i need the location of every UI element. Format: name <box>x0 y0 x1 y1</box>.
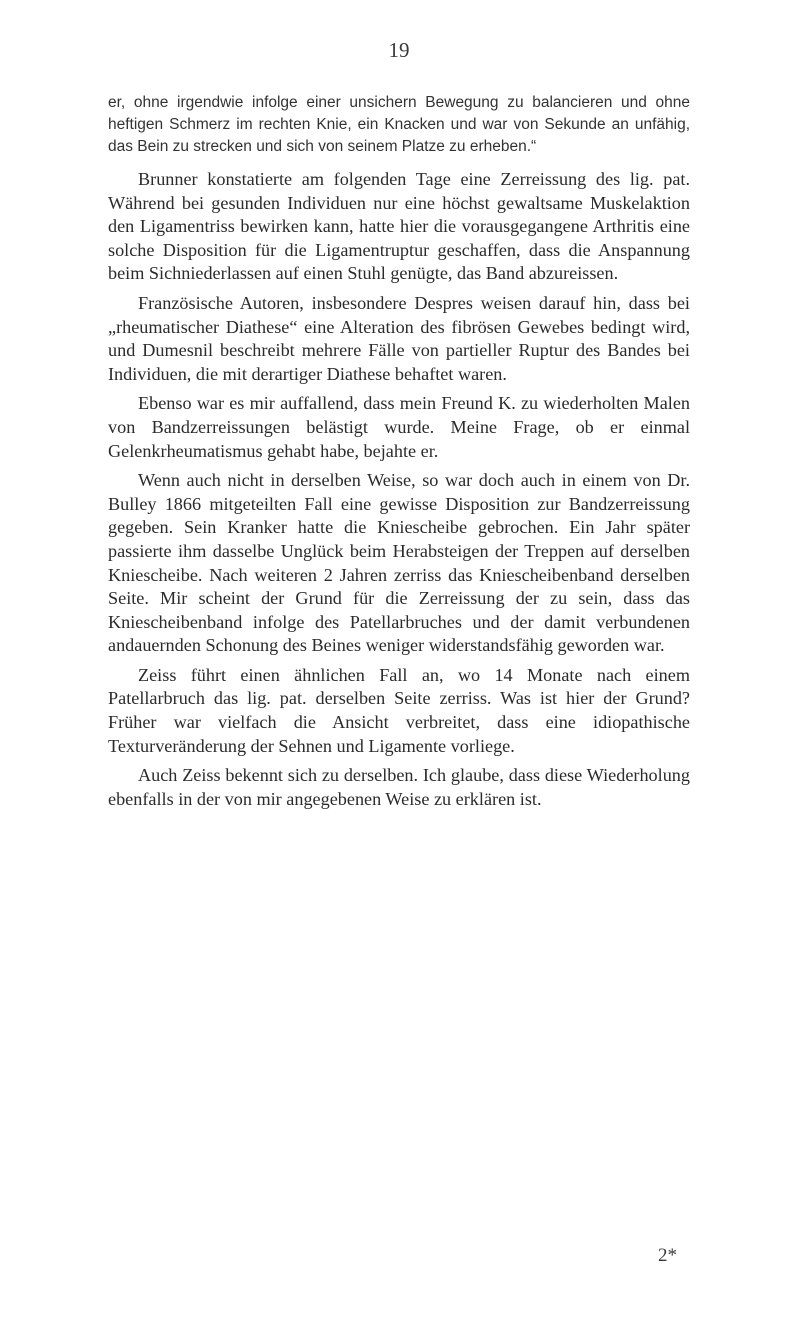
paragraph-3: Französische Autoren, insbesondere Despres weisen darauf hin, dass bei „rheumatischer Diathese“ eine Alteration des fibrösen Gewebes bedingt wird, und Dumesnil beschreibt mehrere Fälle von partieller Ruptur des Bandes bei Individuen, die mit derartiger Diathese behaftet waren. <box>108 292 690 384</box>
page-number: 19 <box>388 38 410 62</box>
paragraph-7: Auch Zeiss bekennt sich zu derselben. Ich glaube, dass diese Wiederholung ebenfalls in der von mir angegebenen Weise zu erklären ist. <box>108 765 690 809</box>
signature-mark: 2* <box>658 1245 677 1266</box>
paragraph-4: Ebenso war es mir auffallend, dass mein Freund K. zu wiederholten Malen von Bandzerreissungen belästigt wurde. Meine Frage, ob er einmal Gelenkrheumatismus gehabt habe, bejahte er. <box>108 393 690 461</box>
paragraph-2: Brunner konstatierte am folgenden Tage eine Zerreissung des lig. pat. Während bei gesunden Individuen nur eine höchst gewaltsame Muskelaktion den Ligamentriss bewirken kann, hatte hier die vorausgegangene Arthritis eine solche Disposition für die Ligamentruptur geschaffen, dass die Anspannung beim Sichniederlassen auf einen Stuhl genügte, das Band abzureissen. <box>108 169 690 284</box>
paragraph-1: er, ohne irgendwie infolge einer unsichern Bewegung zu balancieren und ohne heftigen Schmerz im rechten Knie, ein Knacken und war von Sekunde an unfähig, das Bein zu strecken und sich von seinem Platze zu erheben.“ <box>108 94 690 155</box>
body-text <box>108 92 690 811</box>
paragraph-6: Zeiss führt einen ähnlichen Fall an, wo 14 Monate nach einem Patellarbruch das lig. pat. derselben Seite zerriss. Was ist hier der Grund? Früher war vielfach die Ansicht verbreitet, dass eine idiopathische Texturveränderung der Sehnen und Ligamente vorliege. <box>108 664 690 756</box>
paragraph-5: Wenn auch nicht in derselben Weise, so war doch auch in einem von Dr. Bulley 1866 mitgeteilten Fall eine gewisse Disposition zur Bandzerreissung gegeben. Sein Kranker hatte die Kniescheibe gebrochen. Ein Jahr später passierte ihm dasselbe Unglück beim Herabsteigen der Treppen auf derselben Kniescheibe. Nach weiteren 2 Jahren zerriss das Kniescheibenband derselben Seite. Mir scheint der Grund für die Zerreissung der zu sein, dass das Kniescheibenband infolge des Patellarbruches und der damit verbundenen andauernden Schonung des Beines weniger widerstandsfähig geworden war. <box>108 470 690 656</box>
